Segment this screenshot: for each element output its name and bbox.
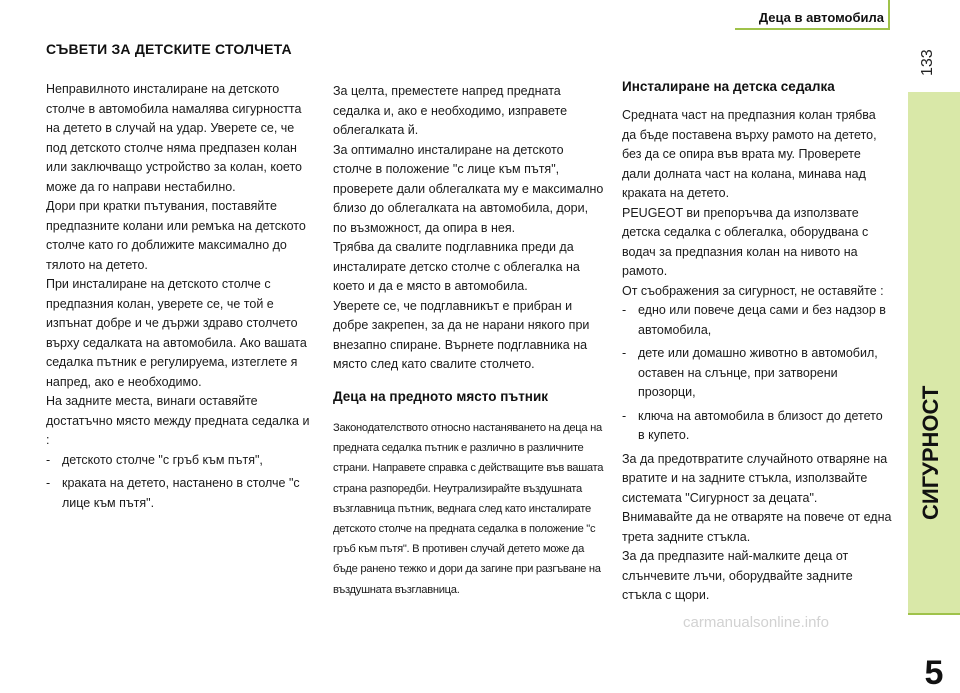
list-item-text: детското столче "с гръб към пътя", bbox=[62, 452, 263, 467]
header-rule bbox=[735, 28, 890, 30]
list-item bbox=[622, 301, 892, 340]
list-item-text: дете или домашно животно в автомобил, оставен на слънце, при затворени прозорци, bbox=[638, 346, 878, 399]
list-item-text: едно или повече деца сами и без надзор в автомобила, bbox=[638, 303, 886, 337]
paragraph: Уверете се, че подглавникът е прибран и добре закрепен, за да не нарани някого при внезапно спиране. Върнете подглавника на място след като свалите столчето. bbox=[333, 298, 590, 371]
note-text: Законодателството относно настаняването на деца на предната седалка пътник е различно в различните страни. Направете справка с действащите във вашата страна разпоредби. Неутрализирайте въздушната възглавница пътник, веднага след като инсталирате детското столче на предната седалка в положение "с гръб към пътя". В противен случай детето може да бъде ранено тежко и дори да загине при разгъване на въздушната възглавница. bbox=[333, 422, 604, 596]
column-2 bbox=[333, 82, 605, 375]
list-item-text: ключа на автомобила в близост до детето в купето. bbox=[638, 408, 883, 442]
list-item bbox=[46, 474, 314, 513]
paragraph: На задните места, винаги оставяйте достатъчно място между предната седалка и : bbox=[46, 394, 310, 447]
paragraph: При инсталиране на детското столче с предпазния колан, уверете се, че той е изпънат добре и че държи здраво столчето върху седалката на автомобила. Ако вашата седалка пътник е регулируема, изтеглете я напред, ако е необходимо. bbox=[46, 277, 307, 389]
list-dash: - bbox=[622, 303, 627, 317]
column-3 bbox=[622, 106, 892, 606]
paragraph: Внимавайте да не отваряте на повече от една трета задните стъкла. bbox=[622, 510, 892, 544]
page-header-title: Деца в автомобила bbox=[758, 10, 884, 25]
paragraph: Неправилното инсталиране на детското столче в автомобила намалява сигурността на детето в случай на удар. Уверете се, че под детското столче няма предпазен колан или заключващо устройство за колан, което може да го направи нестабилно. bbox=[46, 82, 302, 194]
heading-child-seat-install: Инсталиране на детска седалка bbox=[622, 79, 835, 94]
page-number-text: 133 bbox=[919, 49, 936, 76]
heading-front-passenger: Деца на предното място пътник bbox=[333, 389, 549, 404]
list-dash: - bbox=[622, 408, 627, 423]
page-number bbox=[915, 40, 945, 80]
list-item bbox=[622, 407, 892, 446]
paragraph: Трябва да свалите подглавника преди да инсталирате детско столче с облегалка на което и да е място в автомобила. bbox=[333, 240, 580, 293]
paragraph: PEUGEOT ви препоръчва да използвате детска седалка с облегалка, оборудвана с водач за предпазния колан на нивото на рамото. bbox=[622, 205, 869, 278]
watermark: carmanualsonline.info bbox=[683, 614, 829, 631]
airbag-note bbox=[333, 418, 605, 600]
chapter-side-tab bbox=[908, 92, 960, 692]
paragraph: За целта, преместете напред предната седалка и, ако е необходимо, изправете облегалката й. bbox=[333, 84, 568, 137]
paragraph: За да предпазите най-малките деца от слънчевите лъчи, оборудвайте задните стъкла с щори. bbox=[622, 549, 853, 602]
list-item-text: краката на детето, настанено в столче "с лице към пътя". bbox=[62, 476, 300, 510]
paragraph: Средната част на предпазния колан трябва да бъде поставена върху рамото на детето, без да се опира във врата му. Проверете дали долната част на колана, минава над краката на детето. bbox=[622, 108, 877, 200]
paragraph: За да предотвратите случайното отваряне на вратите и на задните стъкла, използвайте системата "Сигурност за децата". bbox=[622, 451, 888, 505]
list-dash: - bbox=[622, 346, 627, 360]
chapter-tab-label bbox=[918, 385, 960, 546]
paragraph: За оптимално инсталиране на детското столче в положение "с лице към пътя", проверете дали облегалката му е максимално близо до облегалката на автомобила, дори, по възможност, да опира в нея. bbox=[333, 142, 604, 235]
list-dash: - bbox=[46, 452, 51, 467]
paragraph: Дори при кратки пътувания, поставяйте предпазните колани или ремъка на детското столче като го доближите максимално до тялото на детето. bbox=[46, 199, 306, 272]
header-divider bbox=[888, 0, 890, 30]
chapter-tab-label-text: СИГУРНОСТ bbox=[918, 385, 943, 520]
column-1 bbox=[46, 80, 314, 513]
chapter-number: 5 bbox=[924, 654, 944, 692]
tab-bottom-rule bbox=[908, 613, 960, 615]
list-dash: - bbox=[46, 476, 51, 490]
list-item bbox=[46, 451, 314, 471]
section-title: СЪВЕТИ ЗА ДЕТСКИТЕ СТОЛЧЕТА bbox=[46, 41, 292, 57]
paragraph: От съображения за сигурност, не оставяйте : bbox=[622, 283, 884, 298]
list-item bbox=[622, 344, 892, 403]
